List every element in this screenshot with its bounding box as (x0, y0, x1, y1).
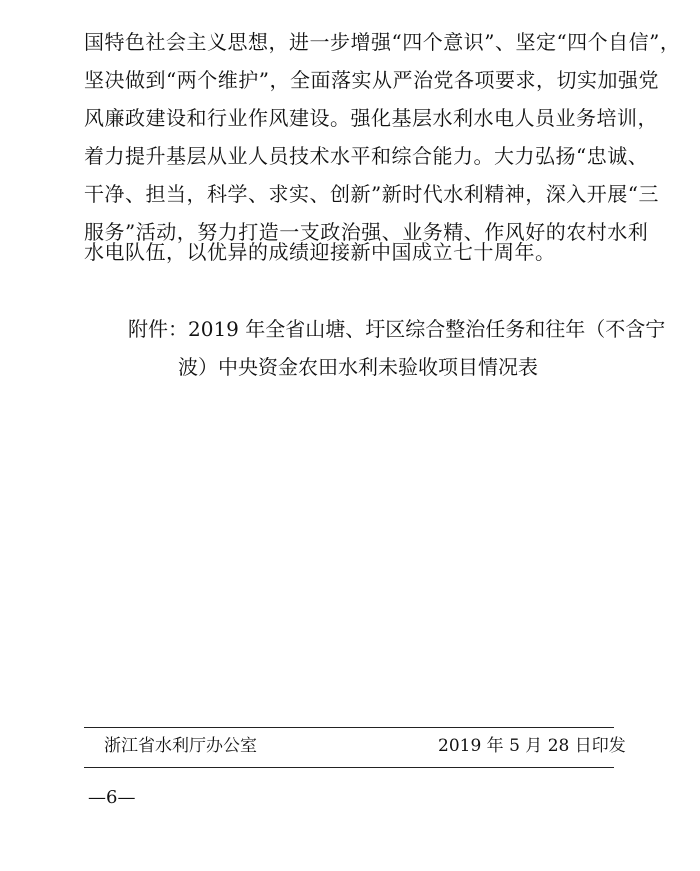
body-line-3: 风廉政建设和行业作风建设。强化基层水利水电人员业务培训， (84, 106, 658, 130)
attachment-line-1: 附件：2019 年全省山塘、圩区综合整治任务和往年（不含宁 (128, 317, 666, 341)
page-number: —6— (88, 787, 136, 808)
attachment-line-2: 波）中央资金农田水利未验收项目情况表 (178, 355, 538, 379)
footer-bottom-rule (84, 767, 614, 768)
body-line-6: 服务”活动，努力打造一支政治强、业务精、作风好的农村水利 (84, 220, 649, 244)
body-line-2: 坚决做到“两个维护”，全面落实从严治党各项要求，切实加强党 (84, 68, 659, 92)
footer-issuer: 浙江省水利厅办公室 (104, 736, 257, 756)
body-line-1: 国特色社会主义思想，进一步增强“四个意识”、坚定“四个自信”， (84, 30, 681, 54)
footer-top-rule (84, 727, 614, 728)
body-line-4: 着力提升基层从业人员技术水平和综合能力。大力弘扬“忠诚、 (84, 144, 649, 168)
body-line-7: 水电队伍，以优异的成绩迎接新中国成立七十周年。 (84, 240, 556, 264)
footer-print-date: 2019 年 5 月 28 日印发 (438, 736, 626, 756)
body-line-5: 干净、担当，科学、求实、创新”新时代水利精神，深入开展“三 (84, 182, 659, 206)
